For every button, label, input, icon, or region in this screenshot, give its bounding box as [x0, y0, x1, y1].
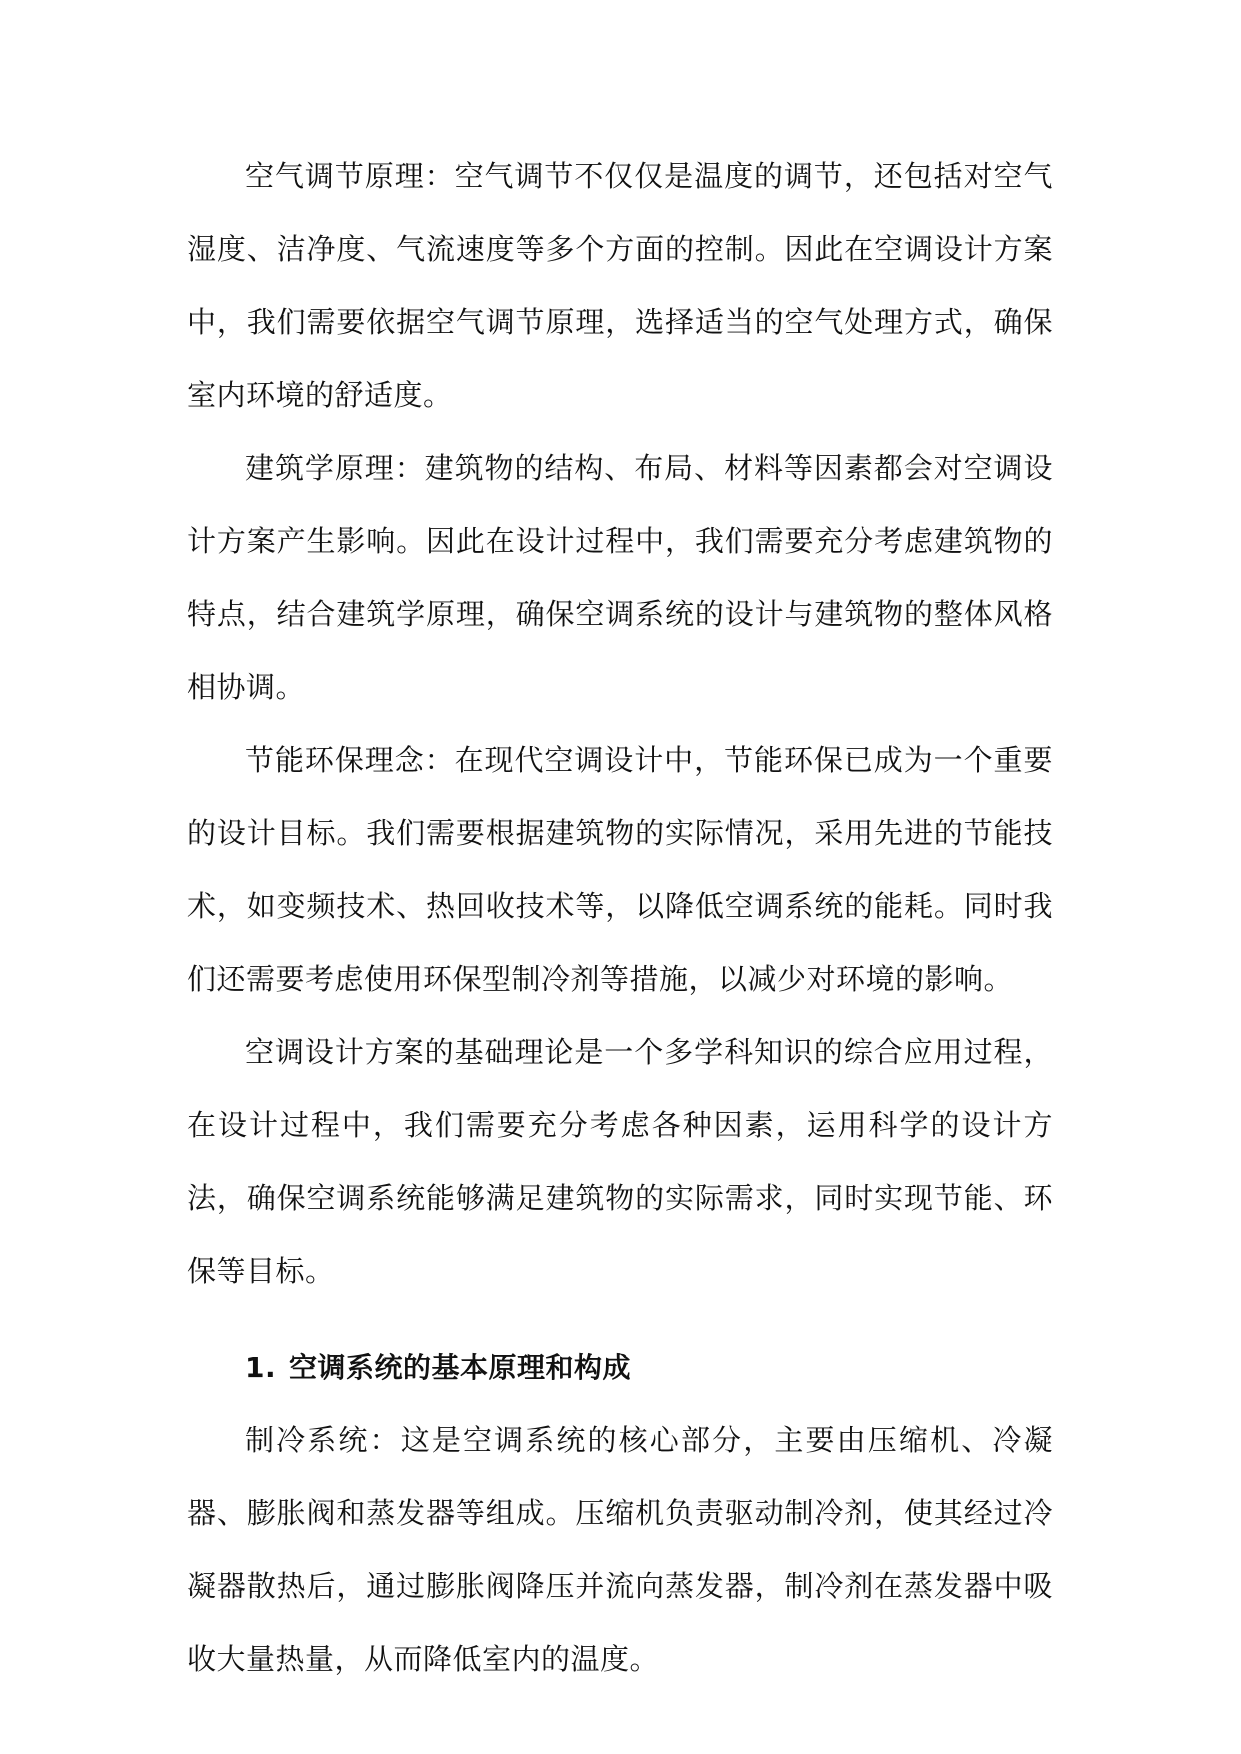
paragraph-air-conditioning-principle: 空气调节原理：空气调节不仅仅是温度的调节，还包括对空气湿度、洁净度、气流速度等多个方面的控制。因此在空调设计方案中，我们需要依据空气调节原理，选择适当的空气处理方式，确保室内环境的舒适度。	[187, 159, 1053, 412]
section-heading-title: 空调系统的基本原理和构成	[289, 1351, 632, 1384]
section-heading-number: 1.	[245, 1351, 277, 1384]
paragraph-energy-saving-concept: 节能环保理念：在现代空调设计中，节能环保已成为一个重要的设计目标。我们需要根据建筑物的实际情况，采用先进的节能技术，如变频技术、热回收技术等，以降低空调系统的能耗。同时我们还需要考虑使用环保型制冷剂等措施，以减少对环境的影响。	[187, 743, 1053, 996]
paragraph-architecture-principle: 建筑学原理：建筑物的结构、布局、材料等因素都会对空调设计方案产生影响。因此在设计过程中，我们需要充分考虑建筑物的特点，结合建筑学原理，确保空调系统的设计与建筑物的整体风格相协调。	[187, 451, 1053, 704]
section-heading	[187, 1332, 1053, 1404]
paragraph-design-theory-summary: 空调设计方案的基础理论是一个多学科知识的综合应用过程，在设计过程中，我们需要充分考虑各种因素，运用科学的设计方法，确保空调系统能够满足建筑物的实际需求，同时实现节能、环保等目标。	[187, 1035, 1053, 1288]
paragraph-refrigeration-system: 制冷系统：这是空调系统的核心部分，主要由压缩机、冷凝器、膨胀阀和蒸发器等组成。压缩机负责驱动制冷剂，使其经过冷凝器散热后，通过膨胀阀降压并流向蒸发器，制冷剂在蒸发器中吸收大量热量，从而降低室内的温度。	[187, 1423, 1053, 1676]
document-body	[187, 140, 1053, 1696]
